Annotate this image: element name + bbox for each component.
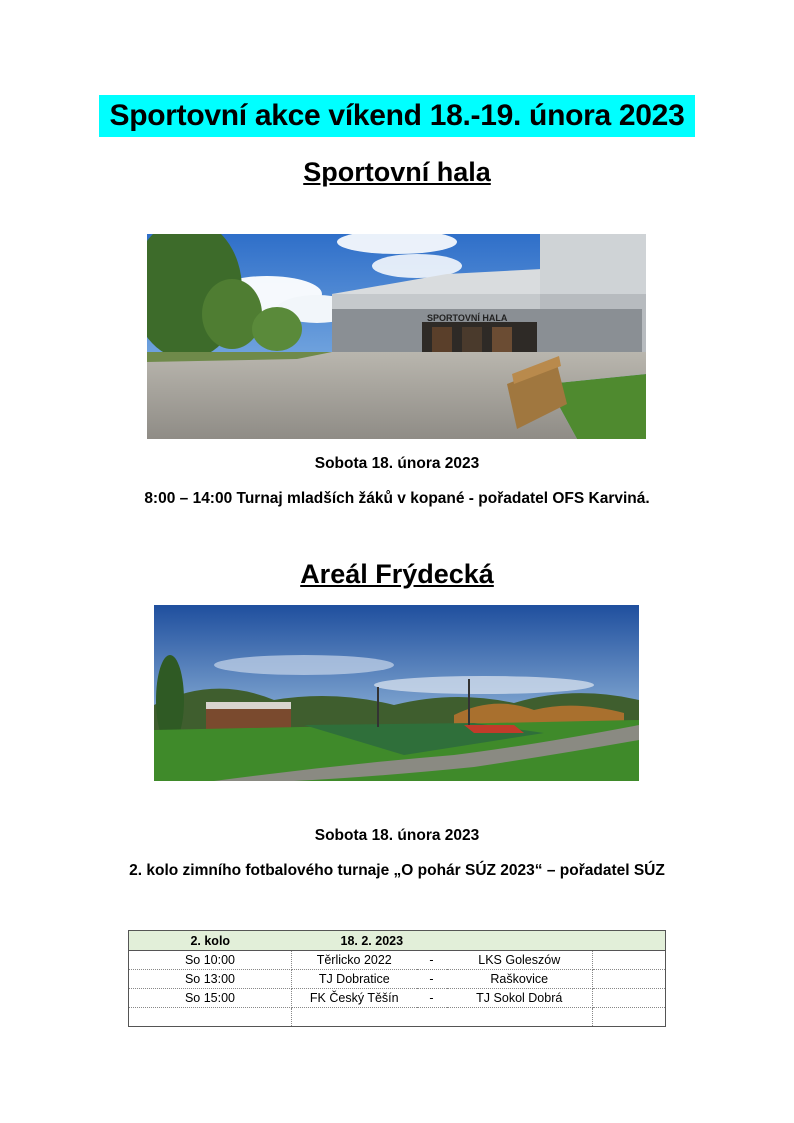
section2-date: Sobota 18. února 2023 — [314, 827, 480, 844]
table-row — [129, 970, 666, 989]
match-dash: - — [417, 951, 447, 970]
match-dash: - — [417, 970, 447, 989]
table-row — [129, 989, 666, 1008]
match-time: So 15:00 — [129, 989, 292, 1008]
match-away: LKS Goleszów — [447, 951, 593, 970]
section1-event: 8:00 – 14:00 Turnaj mladších žáků v kopané - pořadatel OFS Karviná. — [144, 490, 650, 507]
match-home: Těrlicko 2022 — [292, 951, 417, 970]
schedule-table — [128, 930, 666, 1027]
match-home: TJ Dobratice — [292, 970, 417, 989]
match-away: TJ Sokol Dobrá — [447, 989, 593, 1008]
areal-frydecka-photo — [154, 605, 639, 781]
page-title: Sportovní akce víkend 18.-19. února 2023 — [99, 95, 695, 137]
match-time: So 10:00 — [129, 951, 292, 970]
section-heading-areal-frydecka: Areál Frýdecká — [300, 559, 494, 589]
schedule-header-row — [129, 931, 666, 951]
hall-sign-text: SPORTOVNÍ HALA — [427, 313, 508, 323]
section2-event: 2. kolo zimního fotbalového turnaje „O pohár SÚZ 2023“ – pořadatel SÚZ — [129, 862, 665, 879]
match-time: So 13:00 — [129, 970, 292, 989]
table-row — [129, 951, 666, 970]
match-home: FK Český Těšín — [292, 989, 417, 1008]
table-row-empty — [129, 1008, 666, 1027]
sports-hall-photo — [147, 234, 646, 439]
section-heading-sportovni-hala: Sportovní hala — [303, 157, 491, 187]
schedule-round: 2. kolo — [129, 931, 292, 951]
match-away: Raškovice — [447, 970, 593, 989]
match-dash: - — [417, 989, 447, 1008]
schedule-date: 18. 2. 2023 — [292, 931, 593, 951]
section1-date: Sobota 18. února 2023 — [314, 455, 480, 472]
